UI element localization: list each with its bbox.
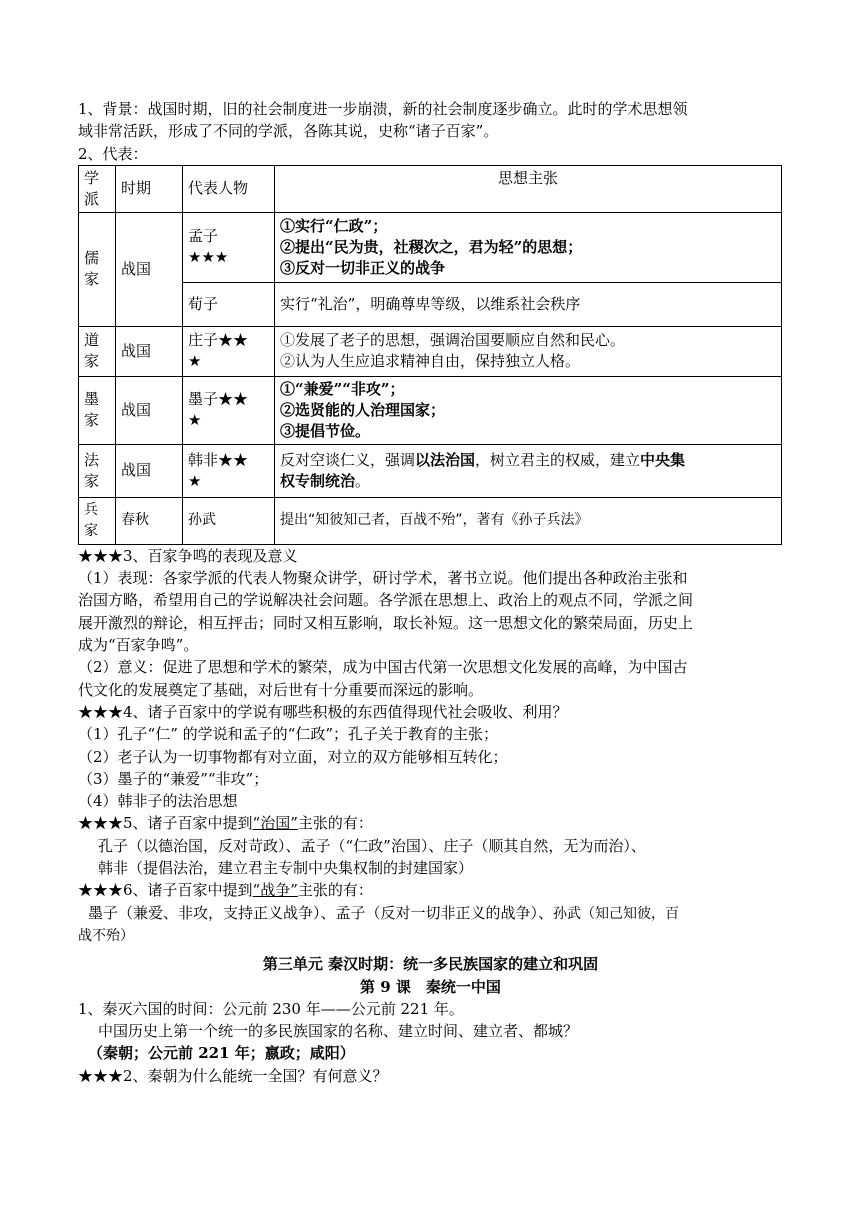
person-cell [183, 444, 275, 497]
idea-line: ①“兼爱”“非攻”； [280, 379, 405, 398]
idea-cell [275, 444, 782, 497]
idea-line [280, 450, 776, 471]
section-5-line: 孔子（以德治国，反对苛政）、孟子（“仁政”治国）、庄子（顺其自然，无为而治）、 [98, 836, 646, 855]
school-char: 家 [84, 411, 100, 430]
unit-title: 第三单元 秦汉时期：统一多民族国家的建立和巩固 [262, 955, 599, 974]
idea-line: ①实行“仁政”； [280, 216, 388, 235]
section-3-line: 展开激烈的辩论，相互抨击；同时又相互影响，取长补短。这一思想文化的繁荣局面，历史上 [78, 613, 694, 632]
table-row [79, 326, 782, 376]
background-line-2: 域非常活跃，形成了不同的学派，各陈其说，史称“诸子百家”。 [78, 122, 499, 141]
section-4-line: （2）老子认为一切事物都有对立面，对立的双方能够相互转化； [78, 747, 508, 766]
school-cell [79, 497, 116, 544]
star-rating: ★ [188, 471, 202, 490]
school-char: 家 [84, 471, 100, 490]
school-char: 兵 [84, 501, 98, 518]
period-cell: 战国 [116, 326, 183, 376]
section-4-line: （4）韩非子的法治思想 [78, 792, 238, 811]
header-school-b: 派 [84, 189, 100, 208]
table-row [79, 212, 782, 282]
idea-line: ②提出“民为贵，社稷次之，君为轻”的思想； [280, 237, 583, 256]
section-3-title: ★★★3、百家争鸣的表现及意义 [78, 546, 298, 565]
school-char: 墨 [84, 390, 100, 409]
idea-emphasis: 中央集 [640, 450, 686, 469]
school-cell [79, 376, 116, 444]
section-4-line: （1）孔子“仁” 的学说和孟子的“仁政”；孔子关于教育的主张； [78, 725, 498, 744]
school-cell [79, 326, 116, 376]
lesson-9-line: ★★★2、秦朝为什么能统一全国？有何意义？ [78, 1066, 388, 1085]
section-6-title [78, 879, 783, 901]
header-idea: 思想主张 [275, 165, 782, 212]
person-cell: 荀子 [183, 282, 275, 326]
person-name: 墨子★★ [188, 390, 249, 409]
star-rating: ★ [188, 411, 202, 430]
section-4-title: ★★★4、诸子百家中的学说有哪些积极的东西值得现代社会吸收、利用？ [78, 702, 568, 721]
line-text: 墨子（兼爱、非攻，支持正义战争）、孟子（反对一切非正义的战争）、 [88, 903, 554, 922]
idea-emphasis: 以法治国 [415, 450, 476, 469]
section-3-line: 代文化的发展奠定了基础，对后世有十分重要而深远的影响。 [78, 680, 484, 699]
lesson-9-question: 中国历史上第一个统一的多民族国家的名称、建立时间、建立者、都城？ [98, 1022, 579, 1041]
school-cell [79, 212, 116, 326]
person-cell [183, 326, 275, 376]
table-row [79, 282, 782, 326]
lesson-9-answer: （秦朝；公元前 221 年；嬴政；咸阳） [88, 1044, 355, 1063]
lesson-9-line: 1、秦灭六国的时间：公元前 230 年——公元前 221 年。 [78, 999, 464, 1018]
idea-cell [275, 326, 782, 376]
period-cell: 战国 [116, 444, 183, 497]
person-cell [183, 212, 275, 282]
idea-emphasis: 权专制统治 [280, 471, 356, 490]
idea-cell [275, 376, 782, 444]
section-3-line: 治国方略，希望用自己的学说解决社会问题。各学派在思想上、政治上的观点不同，学派之间 [78, 591, 694, 610]
lesson-title: 第 9 课 秦统一中国 [360, 977, 501, 996]
idea-line: ③提倡节俭。 [280, 421, 371, 440]
school-char: 道 [84, 331, 100, 350]
background-line-1: 1、背景：战国时期，旧的社会制度进一步崩溃，新的社会制度逐步确立。此时的学术思想领 [78, 100, 688, 118]
title-text: 主张的有： [297, 814, 373, 833]
school-cell [79, 444, 116, 497]
period-cell: 战国 [116, 212, 183, 326]
header-school [79, 165, 116, 212]
person-name: 孟子 [188, 227, 219, 246]
idea-line: ①发展了老子的思想，强调治国要顺应自然和民心。 [280, 331, 626, 350]
idea-text: 反对空谈仁义，强调 [280, 450, 416, 469]
table-row [79, 376, 782, 444]
representatives-heading: 2、代表： [78, 144, 148, 163]
school-char: 法 [84, 450, 100, 469]
header-school-a: 学 [84, 168, 100, 187]
line-text: 孙武（知己知彼，百 [553, 905, 680, 922]
section-4-line: （3）墨子的“兼爱”“非攻”； [78, 769, 269, 788]
header-period: 时期 [116, 165, 183, 212]
title-text: ★★★6、诸子百家中提到 [78, 881, 253, 900]
idea-cell: 提出“知彼知己者，百战不殆”，著有《孙子兵法》 [275, 497, 782, 544]
school-char: 家 [84, 352, 100, 371]
idea-line [280, 471, 776, 492]
person-name: 庄子★★ [188, 331, 249, 350]
section-3-line: （2）意义：促进了思想和学术的繁荣，成为中国古代第一次思想文化发展的高峰，为中国古 [78, 658, 688, 677]
section-3-line: 成为“百家争鸣”。 [78, 636, 199, 655]
period-cell: 战国 [116, 376, 183, 444]
section-5-title [78, 812, 783, 834]
title-text: 主张的有： [297, 881, 373, 900]
school-char: 家 [84, 270, 100, 289]
section-6-line [78, 902, 783, 925]
header-person: 代表人物 [183, 165, 275, 212]
table-header-row [79, 165, 782, 212]
school-char: 儒 [84, 249, 100, 268]
title-text: ★★★5、诸子百家中提到 [78, 814, 253, 833]
idea-text: ，树立君主的权威，建立 [475, 450, 641, 469]
person-name: 韩非★★ [188, 450, 249, 469]
period-cell: 春秋 [116, 497, 183, 544]
star-rating: ★★★ [188, 248, 229, 267]
title-keyword: “战争” [252, 881, 298, 900]
idea-cell: 实行“礼治”，明确尊卑等级，以维系社会秩序 [275, 282, 782, 326]
schools-table [78, 165, 782, 545]
table-row [79, 444, 782, 497]
section-3-line: （1）表现：各家学派的代表人物聚众讲学，研讨学术，著书立说。他们提出各种政治主张和 [78, 569, 688, 588]
title-keyword: “治国” [252, 814, 298, 833]
section-5-line: 韩非（提倡法治，建立君主专制中央集权制的封建国家） [98, 859, 474, 878]
section-6-line: 战不殆） [78, 927, 134, 944]
idea-text: 。 [355, 471, 371, 490]
idea-cell [275, 212, 782, 282]
person-cell: 孙武 [183, 497, 275, 544]
school-char: 家 [84, 522, 98, 539]
idea-line: ③反对一切非正义的战争 [280, 258, 446, 277]
person-cell [183, 376, 275, 444]
star-rating: ★ [188, 352, 202, 371]
document-page [78, 98, 783, 1087]
idea-line: ②认为人生应追求精神自由，保持独立人格。 [280, 352, 581, 371]
table-row [79, 497, 782, 544]
idea-line: ②选贤能的人治理国家； [280, 400, 446, 419]
